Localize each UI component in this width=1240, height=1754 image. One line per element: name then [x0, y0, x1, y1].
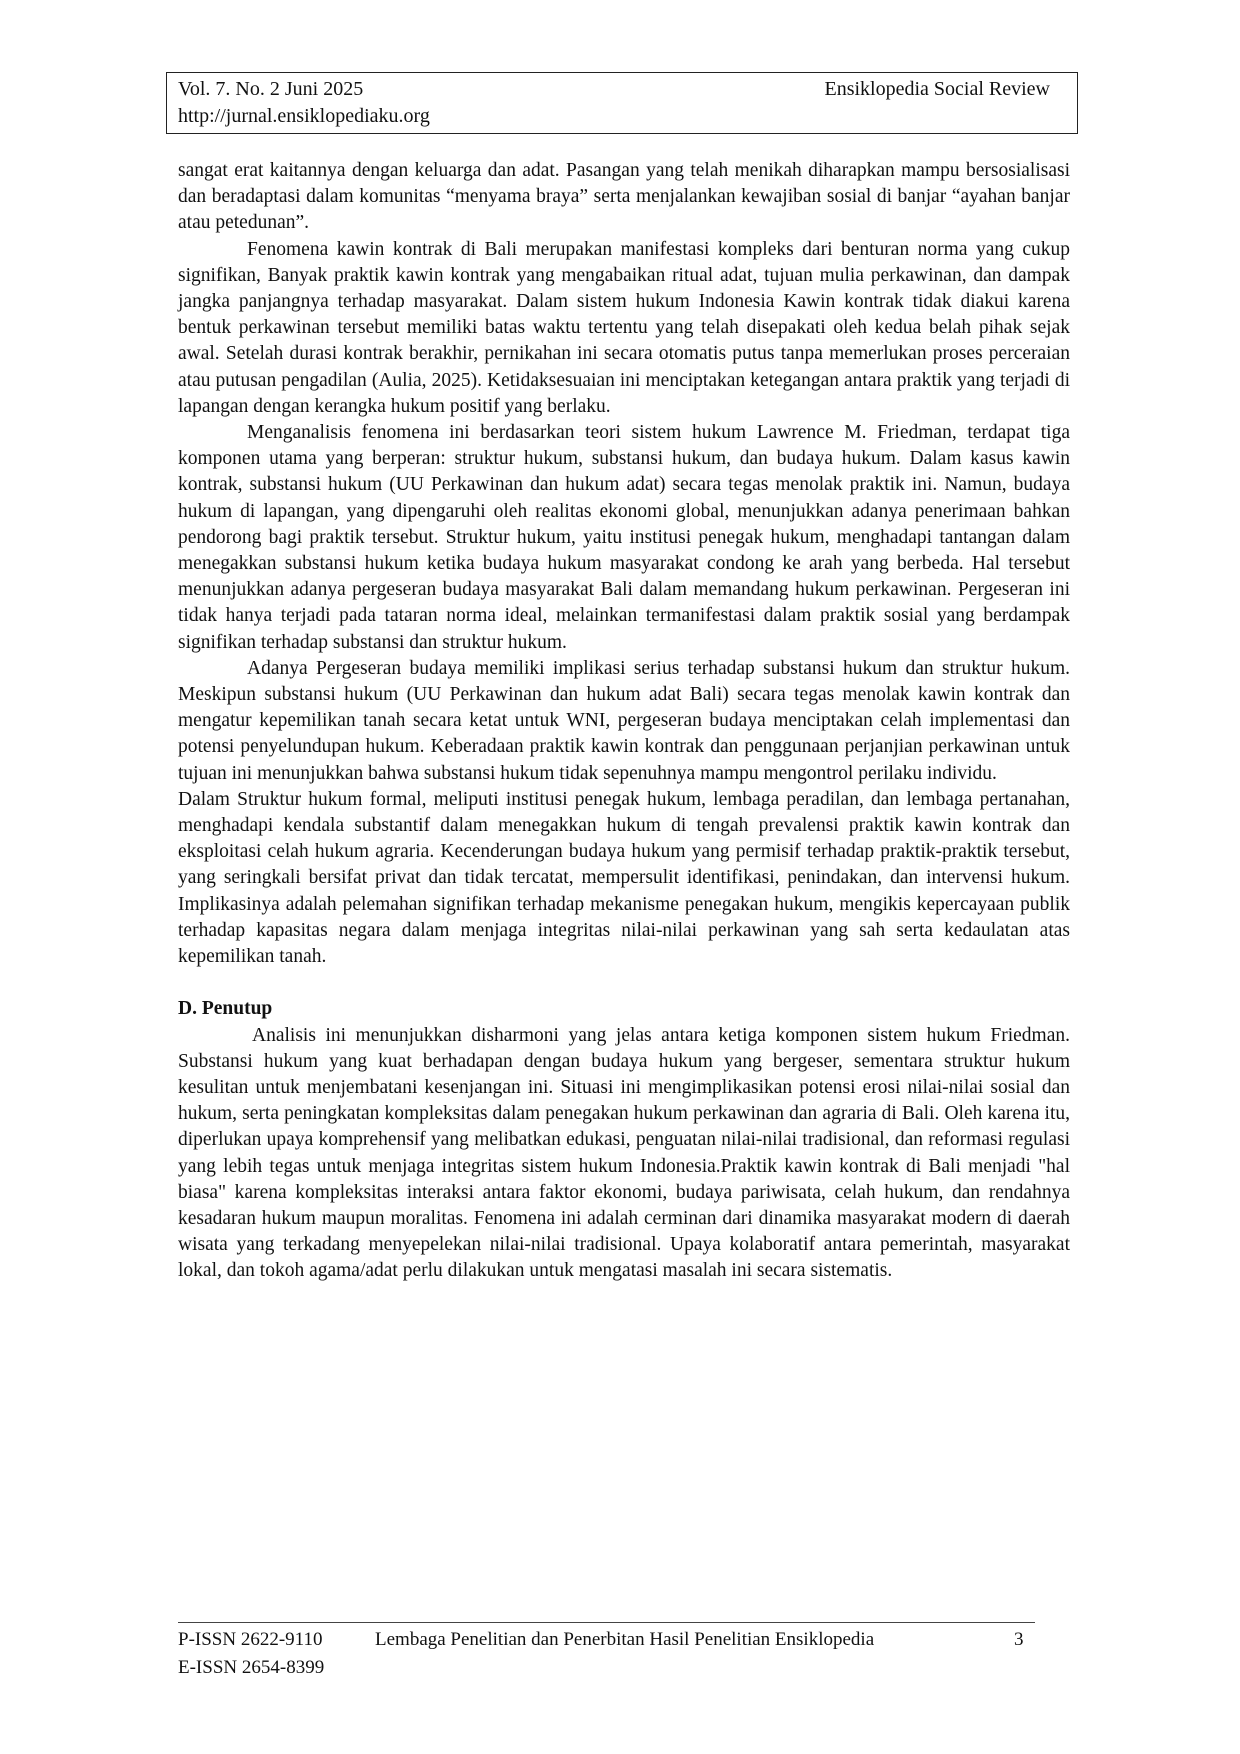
paragraph-5: Dalam Struktur hukum formal, meliputi institusi penegak hukum, lembaga peradilan, dan lembaga pertanahan, menghadapi kendala substantif dalam menegakkan hukum di tengah prevalensi praktik kawin kontrak dan eksploitasi celah hukum agraria. Kecenderungan budaya hukum yang permisif terhadap praktik-praktik tersebut, yang seringkali bersifat privat dan tidak tercatat, mempersulit identifikasi, penindakan, dan intervensi hukum. Implikasinya adalah pelemahan signifikan terhadap mekanisme penegakan hukum, mengikis kepercayaan publik terhadap kapasitas negara dalam menjaga integritas nilai-nilai perkawinan yang sah serta kedaulatan atas kepemilikan tanah. [178, 788, 1070, 968]
paragraph-4: Adanya Pergeseran budaya memiliki implikasi serius terhadap substansi hukum dan struktur hukum. Meskipun substansi hukum (UU Perkawinan dan hukum adat Bali) secara tegas menolak kawin kontrak dan mengatur kepemilikan tanah secara ketat untuk WNI, pergeseran budaya menciptakan celah implementasi dan potensi penyelundupan hukum. Keberadaan praktik kawin kontrak dan penggunaan perjanjian perkawinan untuk tujuan ini menunjukkan bahwa substansi hukum tidak sepenuhnya mampu mengontrol perilaku individu. [178, 657, 1070, 784]
footer-eissn: E-ISSN 2654-8399 [178, 1657, 325, 1678]
footer-pissn: P-ISSN 2622-9110 [178, 1629, 323, 1650]
paragraph-1: sangat erat kaitannya dengan keluarga dan adat. Pasangan yang telah menikah diharapkan mampu bersosialisasi dan beradaptasi dalam komunitas “menyama braya” serta menjalankan kewajiban sosial di banjar “ayahan banjar atau petedunan”. [178, 160, 1070, 234]
section-heading-penutup: D. Penutup [178, 998, 273, 1020]
header-volume: Vol. 7. No. 2 Juni 2025 [178, 78, 364, 100]
header-url[interactable]: http://jurnal.ensiklopediaku.org [178, 105, 430, 127]
paragraph-3: Menganalisis fenomena ini berdasarkan teori sistem hukum Lawrence M. Friedman, terdapat tiga komponen utama yang berperan: struktur hukum, substansi hukum, dan budaya hukum. Dalam kasus kawin kontrak, substansi hukum (UU Perkawinan dan hukum adat) secara tegas menolak praktik ini. Namun, budaya hukum di lapangan, yang dipengaruhi oleh realitas ekonomi global, menunjukkan adanya penerimaan bahkan pendorong bagi praktik tersebut. Struktur hukum, yaitu institusi penegak hukum, menghadapi tantangan dalam menegakkan substansi hukum ketika budaya hukum masyarakat condong ke arah yang berbeda. Hal tersebut menunjukkan adanya pergeseran budaya masyarakat Bali dalam memandang hukum perkawinan. Pergeseran ini tidak hanya terjadi pada tataran norma ideal, melainkan termanifestasi dalam praktik sosial yang berdampak signifikan terhadap substansi dan struktur hukum. [178, 422, 1070, 653]
header-journal-name: Ensiklopedia Social Review [824, 78, 1050, 100]
footer-divider [178, 1622, 1035, 1623]
article-body [178, 158, 1070, 1285]
paragraph-6: Analisis ini menunjukkan disharmoni yang jelas antara ketiga komponen sistem hukum Friedman. Substansi hukum yang kuat berhadapan dengan budaya hukum yang bergeser, sementara struktur hukum kesulitan untuk menjembatani kesenjangan ini. Situasi ini mengimplikasikan potensi erosi nilai-nilai sosial dan hukum, serta peningkatan kompleksitas dalam penegakan hukum perkawinan dan agraria di Bali. Oleh karena itu, diperlukan upaya komprehensif yang melibatkan edukasi, penguatan nilai-nilai tradisional, dan reformasi regulasi yang lebih tegas untuk menjaga integritas sistem hukum Indonesia.Praktik kawin kontrak di Bali menjadi "hal biasa" karena kompleksitas interaksi antara faktor ekonomi, budaya pariwisata, celah hukum, dan rendahnya kesadaran hukum maupun moralitas. Fenomena ini adalah cerminan dari dinamika masyarakat modern di daerah wisata yang terkadang menyepelekan nilai-nilai tradisional. Upaya kolaboratif antara pemerintah, masyarakat lokal, dan tokoh agama/adat perlu dilakukan untuk mengatasi masalah ini secara sistematis. [178, 1024, 1070, 1282]
page-number: 3 [1014, 1629, 1024, 1650]
paragraph-2: Fenomena kawin kontrak di Bali merupakan manifestasi kompleks dari benturan norma yang cukup signifikan, Banyak praktik kawin kontrak yang mengabaikan ritual adat, tujuan mulia perkawinan, dan dampak jangka panjangnya terhadap masyarakat. Dalam sistem hukum Indonesia Kawin kontrak tidak diakui karena bentuk perkawinan tersebut memiliki batas waktu tertentu yang telah disepakati oleh kedua belah pihak sejak awal. Setelah durasi kontrak berakhir, pernikahan ini secara otomatis putus tanpa memerlukan proses perceraian atau putusan pengadilan (Aulia, 2025). Ketidaksesuaian ini menciptakan ketegangan antara praktik yang terjadi di lapangan dengan kerangka hukum positif yang berlaku. [178, 238, 1070, 417]
footer-publisher: Lembaga Penelitian dan Penerbitan Hasil Penelitian Ensiklopedia [375, 1629, 875, 1650]
